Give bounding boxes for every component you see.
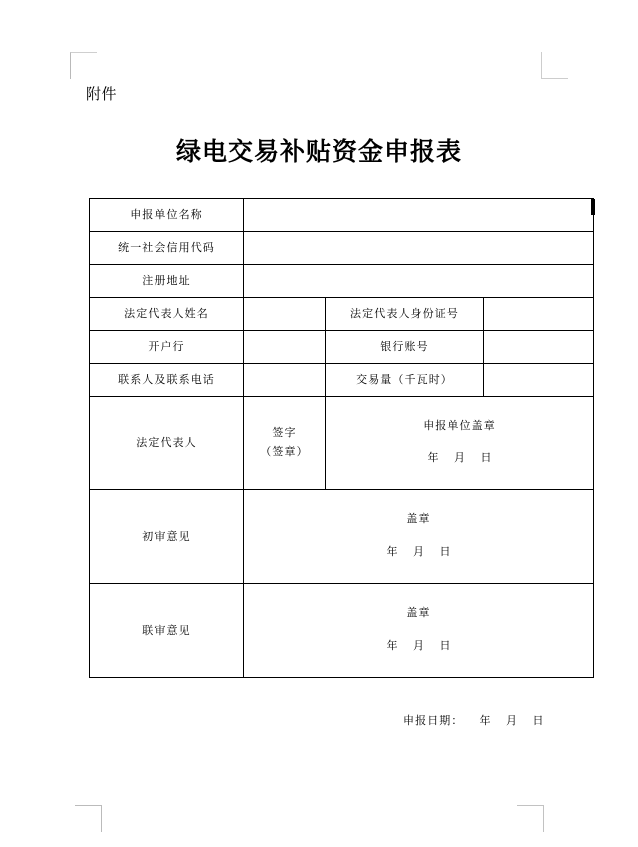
text-cursor-caret	[591, 199, 595, 215]
table-row-preliminary-review	[90, 490, 594, 584]
field-value-bank-account[interactable]	[484, 331, 594, 364]
field-label-bank-branch: 开户行	[90, 331, 244, 364]
signature-cell[interactable]	[244, 397, 326, 490]
table-row-applicant-name	[90, 199, 594, 232]
table-row-registered-address	[90, 265, 594, 298]
field-label-legal-rep-name: 法定代表人姓名	[90, 298, 244, 331]
field-label-applicant-name: 申报单位名称	[90, 199, 244, 232]
field-label-legal-rep-id: 法定代表人身份证号	[326, 298, 484, 331]
field-value-contact[interactable]	[244, 364, 326, 397]
field-value-legal-rep-name[interactable]	[244, 298, 326, 331]
field-value-bank-branch[interactable]	[244, 331, 326, 364]
page-title: 绿电交易补贴资金申报表	[175, 137, 462, 166]
field-label-trade-volume: 交易量（千瓦时）	[326, 364, 484, 397]
submission-date-label: 申报日期：	[403, 714, 464, 727]
field-label-bank-account: 银行账号	[326, 331, 484, 364]
table-row-bank-branch	[90, 331, 594, 364]
applicant-seal-label: 申报单位盖章	[423, 418, 496, 432]
crop-mark-top-left	[70, 52, 97, 79]
joint-review-seal-cell[interactable]	[244, 584, 594, 678]
crop-mark-bottom-right	[517, 805, 544, 832]
field-value-legal-rep-id[interactable]	[484, 298, 594, 331]
joint-review-seal-label: 盖章	[406, 606, 431, 620]
crop-mark-bottom-left	[75, 805, 102, 832]
crop-mark-top-right	[541, 52, 568, 79]
signature-label-line1: 签字	[272, 426, 297, 440]
field-label-joint-review: 联审意见	[90, 584, 244, 678]
preliminary-review-seal-cell[interactable]	[244, 490, 594, 584]
applicant-seal-date-slots: 年 月 日	[427, 451, 498, 465]
field-label-legal-representative: 法定代表人	[90, 397, 244, 490]
table-row-contact	[90, 364, 594, 397]
preliminary-review-date-slots: 年 月 日	[386, 544, 457, 558]
table-row-signature	[90, 397, 594, 490]
table-row-credit-code	[90, 232, 594, 265]
declaration-form-table	[89, 198, 594, 678]
field-label-registered-address: 注册地址	[90, 265, 244, 298]
table-row-legal-rep-name	[90, 298, 594, 331]
field-label-preliminary-review: 初审意见	[90, 490, 244, 584]
field-value-trade-volume[interactable]	[484, 364, 594, 397]
applicant-seal-cell[interactable]	[326, 397, 594, 490]
submission-date	[403, 712, 550, 728]
field-label-credit-code: 统一社会信用代码	[90, 232, 244, 265]
submission-date-slots: 年 月 日	[479, 714, 550, 727]
preliminary-review-seal-label: 盖章	[406, 512, 431, 526]
field-label-contact: 联系人及联系电话	[90, 364, 244, 397]
signature-label-line2: （签章）	[260, 445, 309, 458]
field-value-registered-address[interactable]	[244, 265, 594, 298]
joint-review-date-slots: 年 月 日	[386, 638, 457, 652]
attachment-label: 附件	[86, 85, 118, 103]
field-value-applicant-name[interactable]	[244, 199, 594, 232]
table-row-joint-review	[90, 584, 594, 678]
field-value-credit-code[interactable]	[244, 232, 594, 265]
